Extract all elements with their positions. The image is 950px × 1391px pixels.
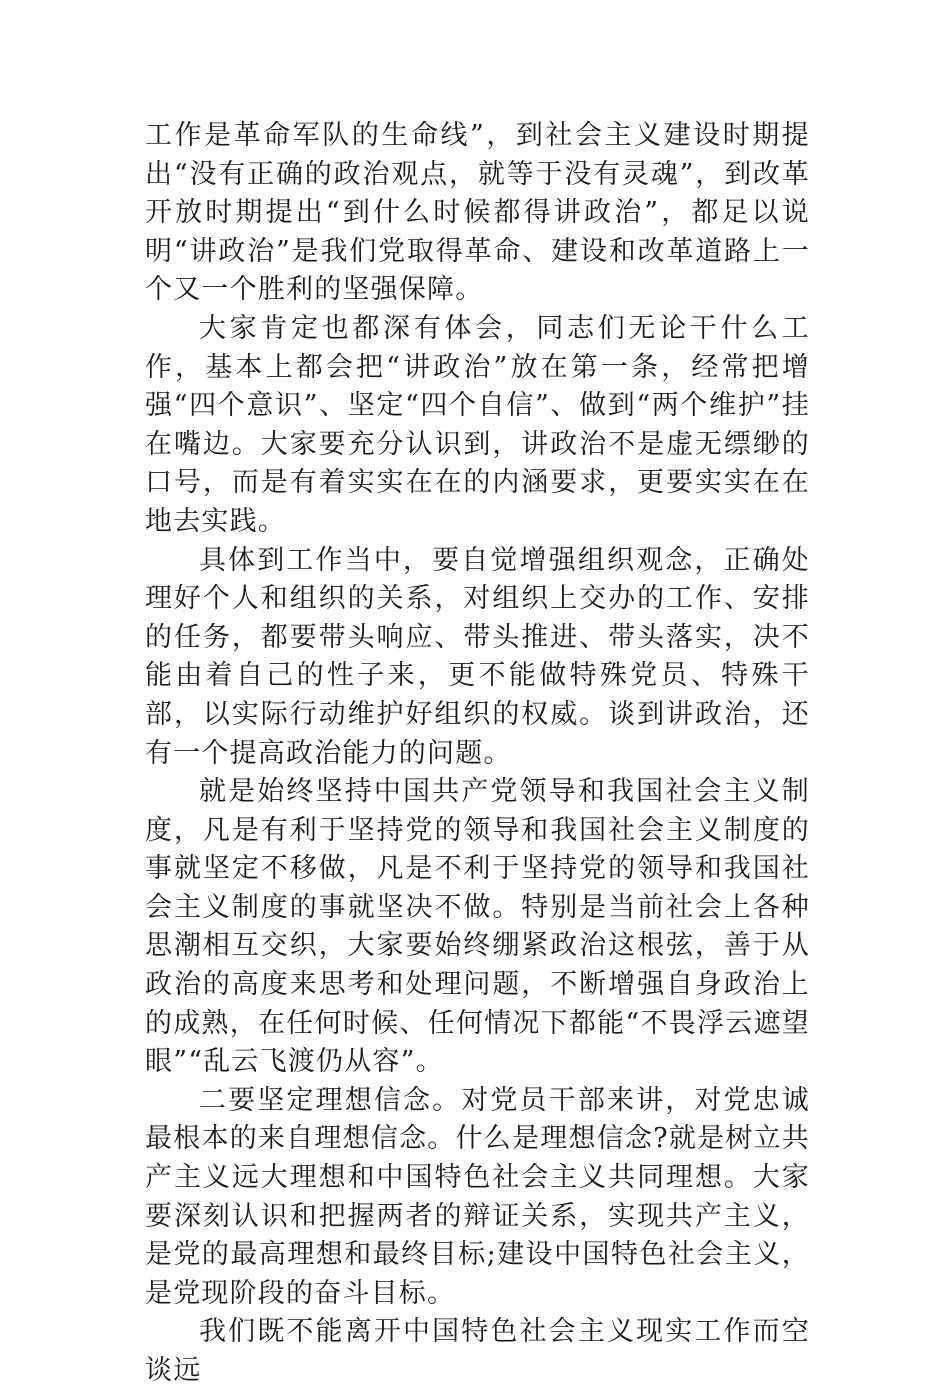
paragraph: 具体到工作当中，要自觉增强组织观念，正确处理好个人和组织的关系，对组织上交办的工作、安排的任务，都要带头响应、带头推进、带头落实，决不能由着自己的性子来，更不能做特殊党员、特殊干部，以实际行动维护好组织的权威。谈到讲政治，还有一个提高政治能力的问题。 [145,544,810,769]
paragraph-continuation: 工作是革命军队的生命线”，到社会主义建设时期提出“没有正确的政治观点，就等于没有灵魂”，到改革开放时期提出“到什么时候都得讲政治”，都足以说明“讲政治”是我们党取得革命、建设和改革道路上一个又一个胜利的坚强保障。 [145,120,810,306]
paragraph: 就是始终坚持中国共产党领导和我国社会主义制度，凡是有利于坚持党的领导和我国社会主义制度的事就坚定不移做，凡是不利于坚持党的领导和我国社会主义制度的事就坚决不做。特别是当前社会上各种思潮相互交织，大家要始终绷紧政治这根弦，善于从政治的高度来思考和处理问题，不断增强自身政治上的成熟，在任何时候、任何情况下都能“不畏浮云遮望眼”“乱云飞渡仍从容”。 [145,776,810,1078]
paragraph: 我们既不能离开中国特色社会主义现实工作而空谈远 [145,1316,810,1386]
paragraph: 二要坚定理想信念。对党员干部来讲，对党忠诚最根本的来自理想信念。什么是理想信念?就是树立共产主义远大理想和中国特色社会主义共同理想。大家要深刻认识和把握两者的辩证关系，实现共产主义，是党的最高理想和最终目标;建设中国特色社会主义，是党现阶段的奋斗目标。 [145,1084,810,1309]
paragraph: 大家肯定也都深有体会，同志们无论干什么工作，基本上都会把“讲政治”放在第一条，经常把增强“四个意识”、坚定“四个自信”、做到“两个维护”挂在嘴边。大家要充分认识到，讲政治不是虚无缥缈的口号，而是有着实实在在的内涵要求，更要实实在在地去实践。 [145,312,810,537]
document-body [145,117,810,1391]
